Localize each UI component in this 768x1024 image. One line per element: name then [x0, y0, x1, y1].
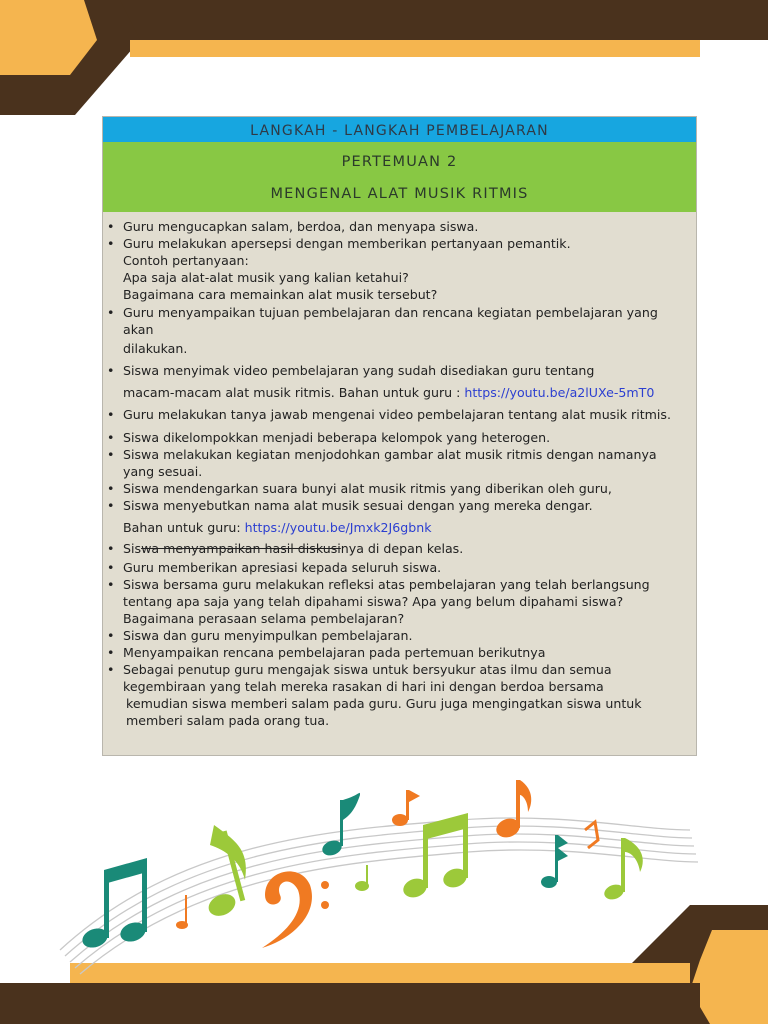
eighth-note-orange-large: [494, 780, 532, 841]
list-item: • Siswa menyimak video pembelajaran yang sudah disediakan guru tentang: [111, 362, 691, 379]
text-part: nya di depan kelas.: [340, 541, 464, 556]
list-item-continuation: [111, 384, 691, 401]
card-title: LANGKAH - LANGKAH PEMBELAJARAN: [103, 117, 696, 142]
list-item-continuation: tentang apa saja yang telah dipahami siswa? Apa yang belum dipahami siswa?: [123, 594, 624, 609]
video-link-2[interactable]: https://youtu.be/Jmxk2J6gbnk: [244, 520, 432, 535]
meeting-header: [103, 142, 696, 212]
list-item: • Guru melakukan apersepsi dengan memberikan pertanyaan pemantik.: [111, 235, 691, 252]
list-item: • Siswa dikelompokkan menjadi beberapa kelompok yang heterogen.: [111, 429, 691, 446]
music-staff: [60, 818, 698, 974]
list-item: • Sebagai penutup guru mengajak siswa untuk bersyukur atas ilmu dan semua: [111, 661, 691, 678]
list-item: [111, 540, 691, 557]
list-item: • Guru mengucapkan salam, berdoa, dan menyapa siswa.: [111, 218, 691, 235]
material-label: macam-macam alat musik ritmis. Bahan untuk guru :: [123, 385, 465, 400]
list-item: • Guru memberikan apresiasi kepada seluruh siswa.: [111, 559, 691, 576]
list-item: • Siswa mendengarkan suara bunyi alat musik ritmis yang diberikan oleh guru,: [111, 480, 691, 497]
list-item: • Menyampaikan rencana pembelajaran pada pertemuan berikutnya: [111, 644, 691, 661]
sixteenth-note-orange: [392, 790, 420, 826]
lesson-steps-list: [111, 216, 691, 729]
eighth-note-lime: [205, 825, 246, 920]
note-small-lime: [355, 865, 369, 891]
list-item-continuation: kemudian siswa memberi salam pada guru. Guru juga mengingatkan siswa untuk: [126, 696, 642, 711]
bottom-orange-band: [70, 963, 690, 983]
bottom-brown-band: [0, 983, 700, 1024]
strikethrough-text: wa menyampaikan hasil diskusi: [141, 541, 341, 556]
eighth-note-lime-right: [602, 838, 643, 902]
video-link-1[interactable]: https://youtu.be/a2lUXe-5mT0: [464, 385, 655, 400]
material-label: Bahan untuk guru:: [123, 520, 245, 535]
list-item: • Siswa dan guru menyimpulkan pembelajaran.: [111, 627, 691, 644]
list-item-continuation: dilakukan.: [123, 341, 188, 356]
lesson-steps-card: [102, 116, 697, 756]
list-item: • Siswa melakukan kegiatan menjodohkan gambar alat musik ritmis dengan namanya: [111, 446, 691, 463]
text-part: Sis: [123, 541, 142, 556]
list-item: • Siswa bersama guru melakukan refleksi atas pembelajaran yang telah berlangsung: [111, 576, 691, 593]
list-item-continuation: memberi salam pada orang tua.: [126, 713, 330, 728]
top-brown-band: [120, 0, 768, 40]
list-item-continuation: [111, 519, 691, 536]
meeting-number: PERTEMUAN 2: [341, 154, 458, 170]
list-item-continuation: Bagaimana perasaan selama pembelajaran?: [123, 611, 405, 626]
list-item: • Guru menyampaikan tujuan pembelajaran dan rencana kegiatan pembelajaran yang akan: [111, 304, 691, 338]
list-item-continuation: yang sesuai.: [123, 464, 203, 479]
bass-clef-orange: [262, 871, 329, 948]
note-orange-small: [585, 822, 598, 848]
list-item-continuation: kegembiraan yang telah mereka rasakan di hari ini dengan berdoa bersama: [123, 679, 604, 694]
list-item-continuation: Contoh pertanyaan:: [123, 253, 249, 268]
list-item: • Guru melakukan tanya jawab mengenai video pembelajaran tentang alat musik ritmis.: [111, 406, 691, 423]
beamed-note-teal: [80, 858, 149, 951]
list-item: • Siswa menyebutkan nama alat musik sesuai dengan yang mereka dengar.: [111, 497, 691, 514]
meeting-topic: MENGENAL ALAT MUSIK RITMIS: [270, 186, 529, 202]
list-item-continuation: Bagaimana cara memainkan alat musik tersebut?: [123, 287, 438, 302]
eighth-note-teal-small: [320, 793, 360, 858]
top-orange-band: [130, 40, 700, 57]
list-item-continuation: Apa saja alat-alat musik yang kalian ketahui?: [123, 270, 409, 285]
